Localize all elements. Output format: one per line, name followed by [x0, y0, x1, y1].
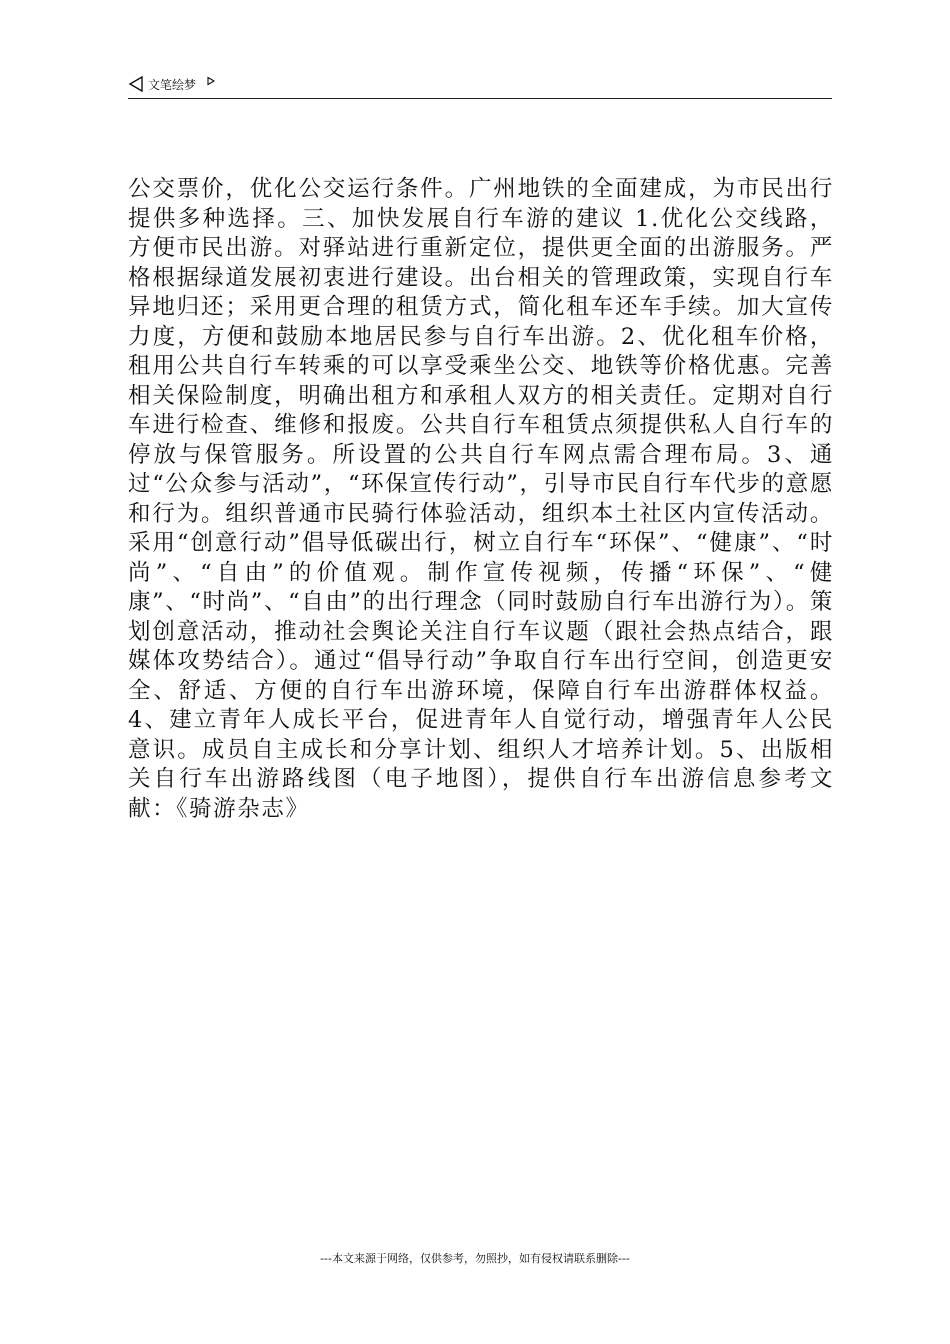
- footer-disclaimer: ---本文来源于网络，仅供参考，勿照抄，如有侵权请联系删除---: [320, 1252, 630, 1265]
- brand-text: 文笔绘梦: [148, 77, 197, 92]
- triangle-right-outline-icon: [206, 76, 216, 86]
- triangle-left-outline-icon: [128, 75, 144, 93]
- page-header: [128, 74, 832, 99]
- document-body-paragraph: 公交票价，优化公交运行条件。广州地铁的全面建成，为市民出行提供多种选择。三、加快发展自行车游的建议 1.优化公交线路，方便市民出游。对驿站进行重新定位，提供更全面的出游服务。严格根据绿道发展初衷进行建设。出台相关的管理政策，实现自行车异地归还；采用更合理的租赁方式，简化租车还车手续。加大宣传力度，方便和鼓励本地居民参与自行车出游。2、优化租车价格，租用公共自行车转乘的可以享受乘坐公交、地铁等价格优惠。完善相关保险制度，明确出租方和承租人双方的相关责任。定期对自行车进行检查、维修和报废。公共自行车租赁点须提供私人自行车的停放与保管服务。所设置的公共自行车网点需合理布局。3、通过“公众参与活动”，“环保宣传行动”，引导市民自行车代步的意愿和行为。组织普通市民骑行体验活动，组织本土社区内宣传活动。采用“创意行动”倡导低碳出行，树立自行车“环保”、“健康”、“时尚”、“自由”的价值观。制作宣传视频，传播“环保”、“健康”、“时尚”、“自由”的出行理念（同时鼓励自行车出游行为）。策划创意活动，推动社会舆论关注自行车议题（跟社会热点结合，跟媒体攻势结合）。通过“倡导行动”争取自行车出行空间，创造更安全、舒适、方便的自行车出游环境，保障自行车出游群体权益。4、建立青年人成长平台，促进青年人自觉行动，增强青年人公民意识。成员自主成长和分享计划、组织人才培养计划。5、出版相关自行车出游路线图（电子地图），提供自行车出游信息参考文献：《骑游杂志》: [128, 176, 834, 822]
- header-brand: [128, 74, 216, 94]
